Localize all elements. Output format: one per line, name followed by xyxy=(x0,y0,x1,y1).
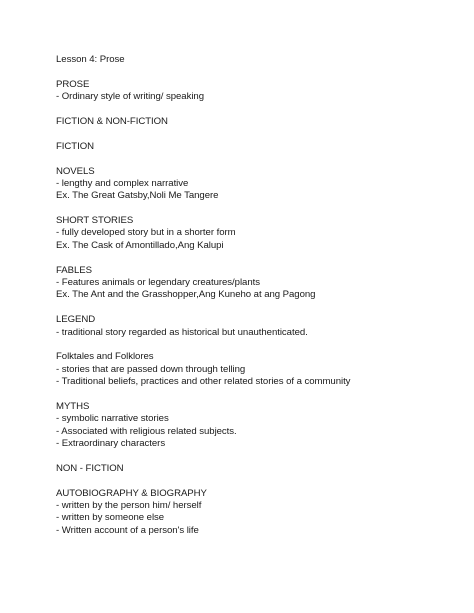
document-body xyxy=(56,54,456,537)
section-line: - stories that are passed down through telling xyxy=(56,363,246,375)
spacer xyxy=(56,302,456,314)
spacer xyxy=(56,203,456,215)
section-heading-legend: LEGEND xyxy=(56,314,96,326)
section-line: - Associated with religious related subjects. xyxy=(56,425,237,437)
section-line: - lengthy and complex narrative xyxy=(56,177,189,189)
section-line: - Traditional beliefs, practices and other related stories of a community xyxy=(56,376,351,388)
section-line: Ex. The Ant and the Grasshopper,Ang Kuneho at ang Pagong xyxy=(56,289,316,301)
section-heading-novels: NOVELS xyxy=(56,165,95,177)
spacer xyxy=(56,153,456,165)
lesson-title: Lesson 4: Prose xyxy=(56,54,125,65)
section-line: - fully developed story but in a shorter form xyxy=(56,227,236,239)
section-heading-non-fiction: NON - FICTION xyxy=(56,462,124,474)
section-heading-prose: PROSE xyxy=(56,78,90,90)
section-line: - Features animals or legendary creatures/plants xyxy=(56,277,260,289)
section-line: - Ordinary style of writing/ speaking xyxy=(56,91,204,103)
section-line: - Written account of a person's life xyxy=(56,524,199,536)
section-heading-fiction-nonfiction: FICTION & NON-FICTION xyxy=(56,115,168,127)
section-line: - written by the person him/ herself xyxy=(56,500,202,512)
spacer xyxy=(56,128,456,140)
section-line: - Extraordinary characters xyxy=(56,438,166,450)
section-heading-fables: FABLES xyxy=(56,264,92,276)
section-line: Ex. The Cask of Amontillado,Ang Kalupi xyxy=(56,239,224,251)
spacer xyxy=(56,451,456,463)
section-line: Ex. The Great Gatsby,Noli Me Tangere xyxy=(56,190,219,202)
spacer xyxy=(56,104,456,116)
section-heading-folktales: Folktales and Folklores xyxy=(56,351,154,363)
spacer xyxy=(56,66,456,78)
spacer xyxy=(56,389,456,401)
spacer xyxy=(56,339,456,351)
spacer xyxy=(56,252,456,264)
section-heading-autobiography-biography: AUTOBIOGRAPHY & BIOGRAPHY xyxy=(56,487,207,499)
section-heading-myths: MYTHS xyxy=(56,400,90,412)
section-line: - written by someone else xyxy=(56,512,165,524)
section-line: - traditional story regarded as historical but unauthenticated. xyxy=(56,326,308,338)
spacer xyxy=(56,475,456,487)
section-heading-short-stories: SHORT STORIES xyxy=(56,215,134,227)
section-line: - symbolic narrative stories xyxy=(56,413,169,425)
section-heading-fiction: FICTION xyxy=(56,140,95,152)
